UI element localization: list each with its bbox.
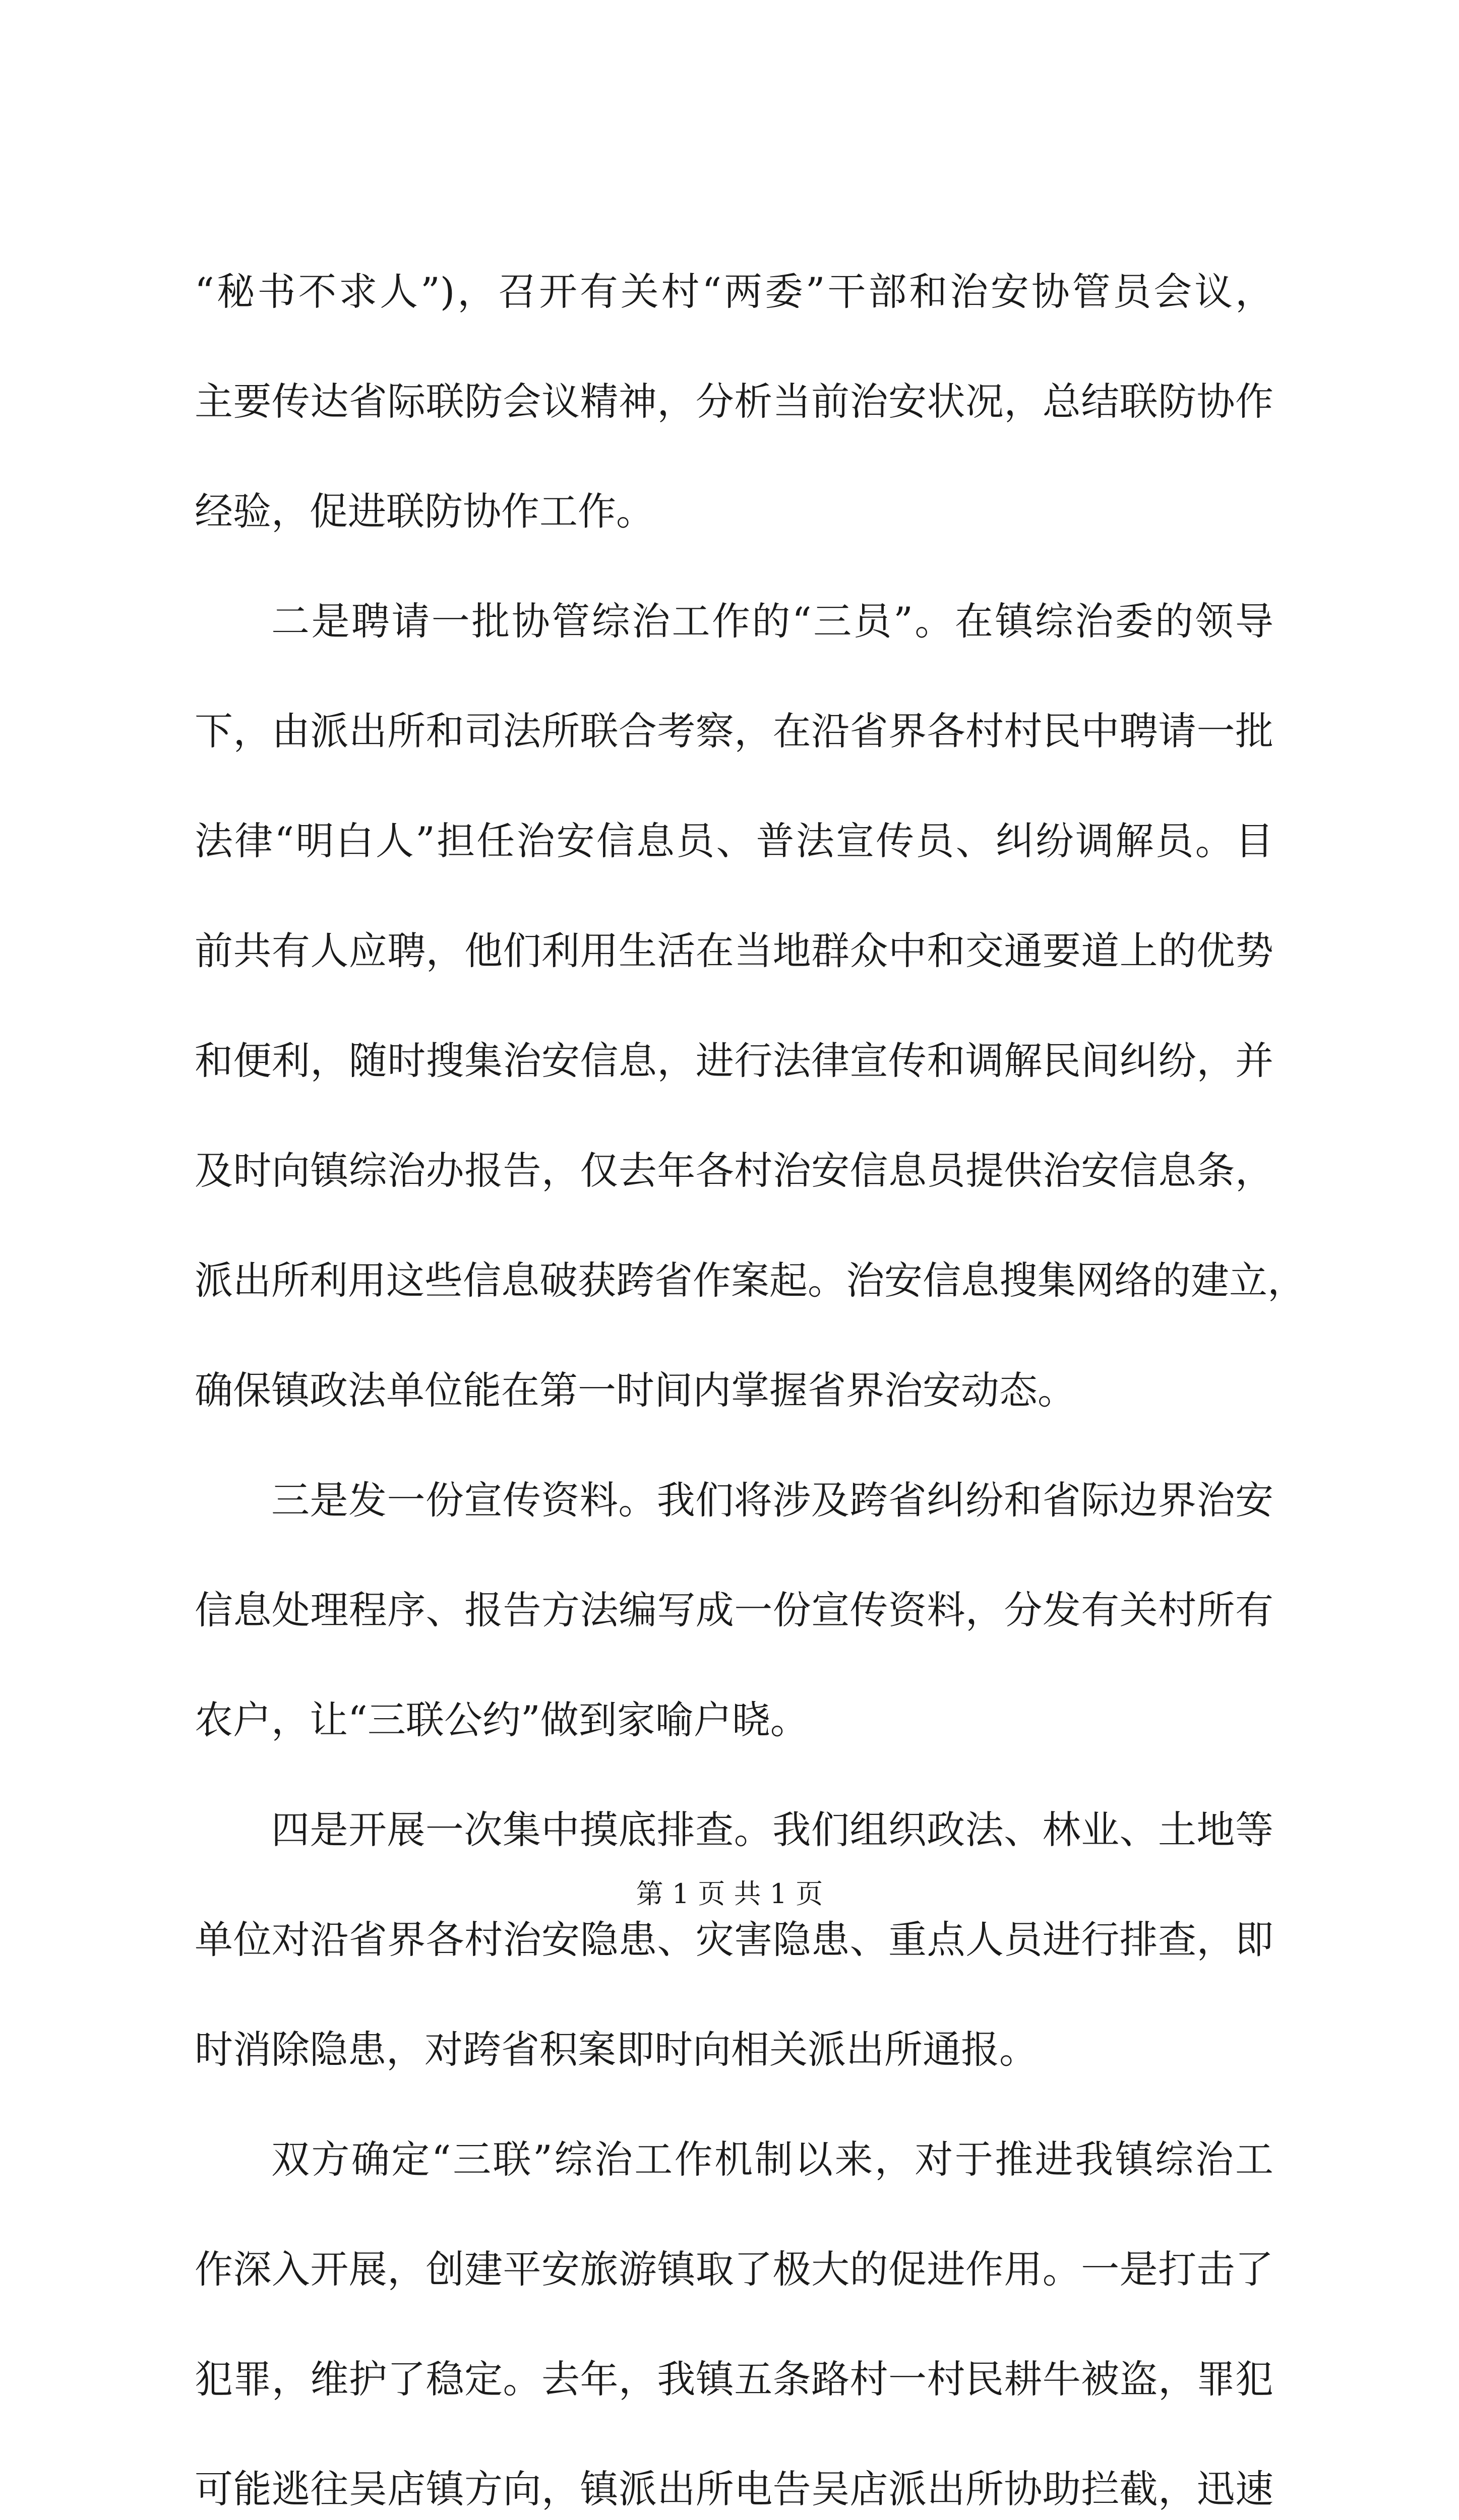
text-line: 主要传达省际联防会议精神，分析当前治安状况，总结联防协作 — [195, 379, 1273, 424]
text-line: 双方确定“三联”综治工作机制以来，对于推进我镇综治工 — [271, 2137, 1273, 2182]
page-footer: 第 1 页 共 1 页 — [636, 1878, 823, 1910]
text-line: 犯罪，维护了稳定。去年，我镇五条路村一村民耕牛被盗，罪犯 — [195, 2357, 1273, 2402]
text-line: 作深入开展，创建平安旅游镇取了极大的促进作用。一是打击了 — [195, 2247, 1273, 2292]
text-line: 法律“明白人”担任治安信息员、普法宣传员、纠纷调解员。目 — [195, 818, 1273, 863]
text-line: 前共有人应聘，他们利用生活在当地群众中和交通要道上的优势 — [195, 928, 1273, 973]
text-line: 单位对沿省界各村治安隐患、灾害隐患、重点人员进行排查，即 — [195, 1917, 1273, 1962]
text-line: 和便利，随时搜集治安信息，进行法律宣传和调解民间纠纷，并 — [195, 1038, 1273, 1083]
text-line: 二是聘请一批协管综治工作的“三员”。在镇综治委的领导 — [271, 599, 1273, 644]
text-line: 农户，让“三联公约”做到家喻户晓。 — [195, 1697, 809, 1742]
text-line: 四是开展一次集中摸底排查。我们组织政法、林业、土地等 — [271, 1807, 1273, 1852]
text-line: 下，由派出所和司法所联合考察，在沿省界各村村民中聘请一批 — [195, 709, 1273, 753]
text-line: 及时向镇综治办报告，仅去年各村治安信息员提供治安信息条， — [195, 1148, 1273, 1193]
body-text — [195, 237, 1306, 2520]
text-line: 可能逃往吴店镇方向，镇派出所电告吴店派出所协助拦截，迅速 — [195, 2467, 1273, 2511]
text-line: 经验，促进联防协作工作。 — [195, 489, 654, 534]
text-line: 派出所利用这些信息破获跨省作案起。治安信息搜集网络的建立， — [195, 1258, 1306, 1303]
text-line: 信息处理程序、报告方法编写成一份宣传资料，分发有关村所有 — [195, 1588, 1273, 1632]
text-line: “秘书不求人”)，召开有关村“两委”干部和治安协管员会议， — [195, 269, 1273, 314]
text-line: 三是发一份宣传资料。我们将涉及跨省纠纷和省际边界治安 — [271, 1478, 1273, 1523]
text-line: 时消除隐患，对跨省积案即时向相关派出所通报。 — [195, 2027, 1038, 2072]
text-line: 确保镇政法单位能在第一时间内掌握省界治安动态。 — [195, 1368, 1076, 1413]
